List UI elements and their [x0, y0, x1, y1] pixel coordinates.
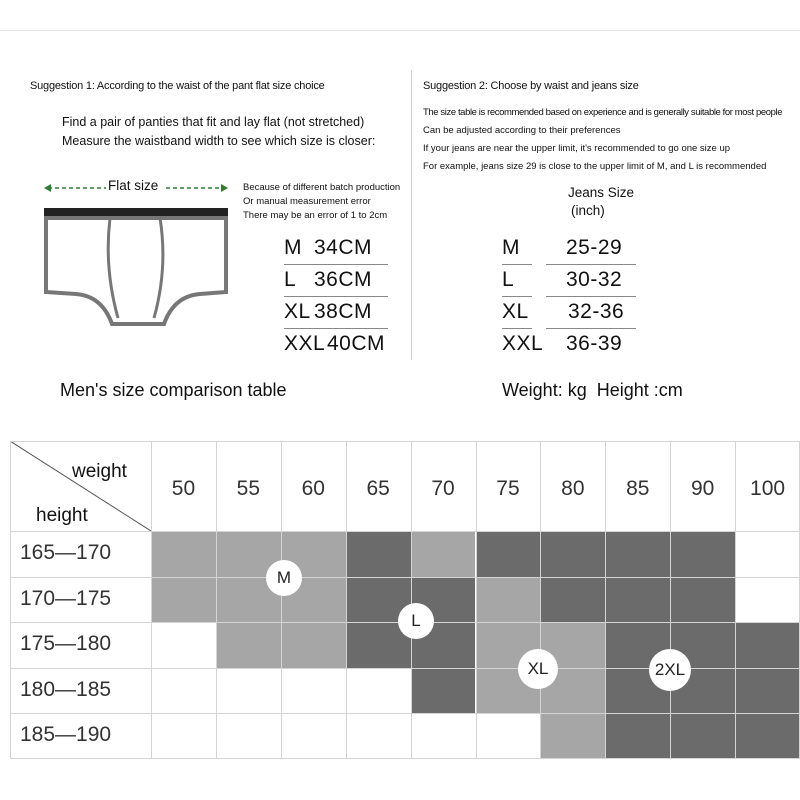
height-row-label: 170—175	[20, 586, 112, 610]
waist-value-xl: 38CM	[314, 300, 373, 323]
grid-cell	[281, 713, 346, 759]
grid-line-h	[10, 758, 800, 759]
weight-col-65: 65	[366, 477, 390, 500]
grid-cell	[151, 668, 216, 714]
waist-underline-2	[284, 296, 388, 297]
grid-cell	[151, 622, 216, 668]
grid-cell	[540, 577, 605, 623]
jeans-size-l: L	[502, 268, 515, 291]
grid-cell	[670, 577, 735, 623]
suggestion2-title: Suggestion 2: Choose by waist and jeans size	[423, 80, 639, 92]
grid-line-v	[346, 441, 347, 759]
grid-cell	[735, 531, 800, 577]
jeans-underline-1a	[502, 264, 532, 265]
weight-col-50: 50	[171, 477, 196, 500]
corner-cell	[10, 441, 151, 531]
units-caption: Weight: kg Height :cm	[502, 380, 683, 400]
grid-cell	[605, 713, 670, 759]
grid-line-v	[10, 441, 11, 759]
weight-col-80: 80	[561, 477, 585, 500]
grid-cell	[735, 668, 800, 714]
weight-col-75: 75	[496, 477, 520, 500]
jeans-underline-3a	[502, 328, 532, 329]
waist-size-m: M	[284, 236, 302, 259]
grid-cell	[151, 577, 216, 623]
grid-cell	[346, 713, 411, 759]
grid-cell	[540, 713, 605, 759]
suggestion1-line1: Find a pair of panties that fit and lay flat (not stretched)	[62, 115, 365, 129]
table-caption: Men's size comparison table	[60, 380, 287, 400]
waist-value-xxl: 40CM	[327, 332, 386, 355]
grid-line-v	[151, 441, 152, 759]
jeans-underline-2a	[502, 296, 532, 297]
jeans-size-m: M	[502, 236, 520, 259]
suggestion1-title: Suggestion 1: According to the waist of the pant flat size choice	[30, 80, 325, 92]
jeans-value-xl: 32-36	[568, 300, 625, 323]
height-row-label: 180—185	[20, 677, 112, 701]
grid-cell	[281, 668, 346, 714]
jeans-underline-2b	[546, 296, 636, 297]
weight-col-90: 90	[690, 477, 715, 500]
grid-cell	[411, 531, 476, 577]
grid-cell	[670, 713, 735, 759]
suggestion2-line1: The size table is recommended based on experience and is generally suitable for most people	[423, 107, 783, 118]
note-3: There may be an error of 1 to 2cm	[243, 210, 388, 221]
grid-cell	[411, 713, 476, 759]
grid-line-h	[10, 577, 800, 578]
grid-line-v	[216, 441, 217, 759]
jeans-underline-1b	[546, 264, 636, 265]
grid-line-v	[281, 441, 282, 759]
jeans-size-xxl: XXL	[502, 332, 544, 355]
grid-cell	[151, 531, 216, 577]
jeans-size-unit: (inch)	[571, 203, 605, 218]
grid-cell	[216, 668, 281, 714]
waist-value-m: 34CM	[314, 236, 373, 259]
jeans-value-m: 25-29	[566, 236, 623, 259]
waist-value-l: 36CM	[314, 268, 373, 291]
note-2: Or manual measurement error	[243, 196, 371, 207]
size-label-l: L	[398, 603, 434, 639]
grid-cell	[346, 531, 411, 577]
height-header: height	[36, 505, 88, 526]
grid-cell	[540, 531, 605, 577]
suggestion2-line3: If your jeans are near the upper limit, it's recommended to go one size up	[423, 143, 731, 154]
grid-line-h	[10, 441, 800, 442]
top-divider	[0, 30, 800, 31]
grid-line-h	[10, 713, 800, 714]
weight-col-100: 100	[750, 477, 786, 500]
weight-col-70: 70	[431, 477, 455, 500]
jeans-underline-3b	[546, 328, 636, 329]
size-label-xl: XL	[518, 649, 558, 689]
weight-col-85: 85	[626, 477, 650, 500]
waist-size-xxl: XXL	[284, 332, 326, 355]
suggestion2-line2: Can be adjusted according to their preferences	[423, 125, 621, 136]
grid-cell	[411, 668, 476, 714]
grid-cell	[151, 713, 216, 759]
weight-col-55: 55	[236, 477, 261, 500]
weight-header: weight	[72, 461, 127, 482]
waist-underline-3	[284, 328, 388, 329]
grid-cell	[605, 577, 670, 623]
jeans-size-xl: XL	[502, 300, 529, 323]
section-divider	[411, 70, 412, 360]
briefs-illustration	[18, 170, 246, 340]
grid-cell	[735, 577, 800, 623]
waist-size-l: L	[284, 268, 297, 291]
grid-line-v	[540, 441, 541, 759]
grid-line-h	[10, 531, 800, 532]
grid-line-v	[476, 441, 477, 759]
weight-col-60: 60	[301, 477, 325, 500]
waist-size-xl: XL	[284, 300, 311, 323]
flat-size-label: Flat size	[108, 178, 159, 193]
grid-line-v	[605, 441, 606, 759]
size-label-2xl: 2XL	[649, 649, 691, 691]
height-row-label: 165—170	[20, 541, 112, 564]
grid-line-v	[411, 441, 412, 759]
grid-cell	[216, 713, 281, 759]
grid-cell	[735, 713, 800, 759]
grid-cell	[476, 577, 541, 623]
grid-cell	[670, 531, 735, 577]
grid-cell	[605, 531, 670, 577]
jeans-value-l: 30-32	[566, 268, 623, 291]
grid-cell	[476, 713, 541, 759]
grid-cell	[476, 531, 541, 577]
grid-cell	[281, 622, 346, 668]
suggestion1-line2: Measure the waistband width to see which size is closer:	[62, 134, 376, 148]
jeans-value-xxl: 36-39	[566, 332, 623, 355]
grid-cell	[346, 668, 411, 714]
grid-line-v	[735, 441, 736, 759]
grid-cell	[216, 622, 281, 668]
suggestion2-line4: For example, jeans size 29 is close to the upper limit of M, and L is recommended	[423, 161, 767, 172]
grid-line-v	[670, 441, 671, 759]
waist-underline-1	[284, 264, 388, 265]
height-row-label: 175—180	[20, 632, 112, 655]
height-row-label: 185—190	[20, 723, 112, 746]
note-1: Because of different batch production	[243, 182, 401, 193]
grid-cell	[735, 622, 800, 668]
size-label-m: M	[266, 560, 302, 596]
jeans-size-title: Jeans Size	[568, 185, 635, 200]
briefs-icon	[18, 170, 246, 340]
